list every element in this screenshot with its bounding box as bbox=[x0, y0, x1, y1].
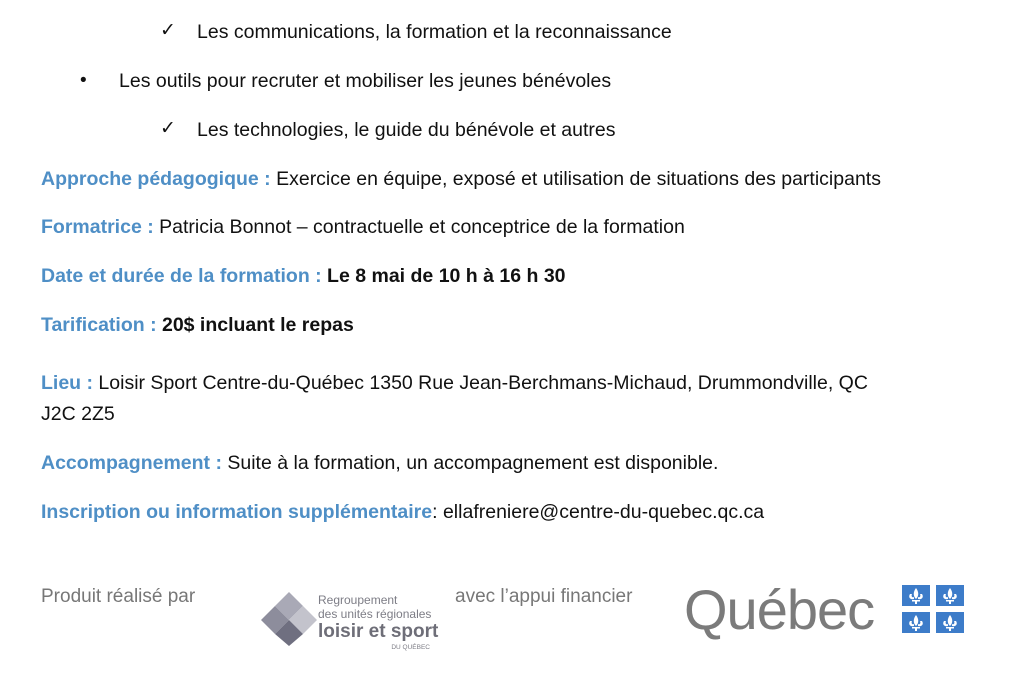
bullet-item-outils: Les outils pour recruter et mobiliser les jeunes bénévoles bbox=[119, 70, 612, 92]
field-formatrice bbox=[41, 215, 685, 239]
fleur-de-lis-flag-icon bbox=[902, 585, 964, 633]
field-lieu-postal: J2C 2Z5 bbox=[41, 403, 115, 425]
field-label: Approche pédagogique : bbox=[41, 168, 271, 190]
checkmark-icon: ✓ bbox=[160, 20, 176, 41]
field-label: Date et durée de la formation : bbox=[41, 265, 322, 287]
field-lieu bbox=[41, 371, 868, 395]
email-link[interactable]: : ellafreniere@centre-du-quebec.qc.ca bbox=[432, 501, 765, 523]
field-value: Suite à la formation, un accompagnement est disponible. bbox=[221, 452, 719, 474]
field-label: Tarification : bbox=[41, 314, 157, 336]
appui-label: avec l’appui financier bbox=[455, 586, 633, 607]
field-value: Loisir Sport Centre-du-Québec 1350 Rue Jean-Berchmans-Michaud, Drummondville, QC bbox=[93, 372, 868, 394]
field-value: Le 8 mai de 10 h à 16 h 30 bbox=[321, 265, 566, 287]
field-value: 20$ incluant le repas bbox=[156, 314, 354, 336]
field-label: Inscription ou information supplémentaire bbox=[41, 501, 433, 523]
rurls-line2: des unités régionales bbox=[318, 607, 432, 621]
field-accompagnement bbox=[41, 451, 718, 475]
check-item-communications: Les communications, la formation et la reconnaissance bbox=[197, 21, 672, 43]
field-label: Formatrice : bbox=[41, 216, 154, 238]
bullet-icon: • bbox=[80, 70, 87, 91]
field-tarification bbox=[41, 313, 354, 337]
check-item-technologies: Les technologies, le guide du bénévole et autres bbox=[197, 119, 616, 141]
rurls-line4: DU QUÉBEC bbox=[391, 644, 430, 651]
field-label: Lieu : bbox=[41, 372, 93, 394]
rurls-text bbox=[318, 593, 438, 653]
field-date bbox=[41, 264, 566, 288]
field-label: Accompagnement : bbox=[41, 452, 222, 474]
field-value: Exercice en équipe, exposé et utilisation de situations des participants bbox=[270, 168, 881, 190]
rurls-line1: Regroupement bbox=[318, 593, 398, 607]
checkmark-icon: ✓ bbox=[160, 118, 176, 139]
field-approche bbox=[41, 167, 881, 191]
produit-label: Produit réalisé par bbox=[41, 586, 196, 607]
field-inscription bbox=[41, 500, 764, 524]
rurls-line3: loisir et sport bbox=[318, 621, 439, 642]
rurls-diamond-icon bbox=[261, 590, 317, 646]
field-value: Patricia Bonnot – contractuelle et conceptrice de la formation bbox=[153, 216, 685, 238]
quebec-wordmark: Québec bbox=[684, 578, 875, 641]
